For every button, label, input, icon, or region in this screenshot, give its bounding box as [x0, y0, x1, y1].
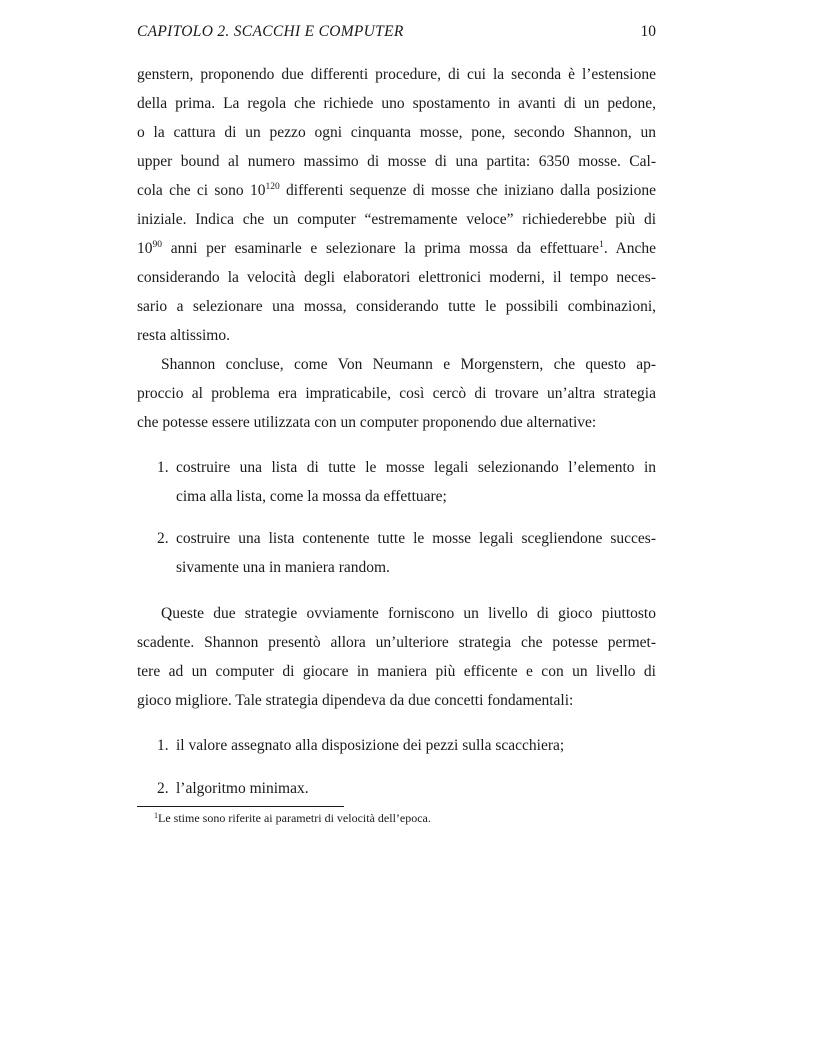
paragraph-1: [137, 60, 656, 350]
text-line: o la cattura di un pezzo ogni cinquanta mosse, pone, secondo Shannon, un: [137, 124, 656, 141]
text-line: [137, 176, 656, 205]
paragraph-3: [137, 599, 656, 715]
numbered-list-2: [137, 731, 656, 760]
text-line: proccio al problema era impraticabile, così cercò di trovare un’altra strategia: [137, 385, 656, 402]
text-line: sivamente una in maniera random.: [176, 559, 390, 576]
numbered-list-1-item-2: [137, 524, 656, 582]
paragraph-2: [137, 350, 656, 437]
text-line: considerando la velocità degli elaboratori elettronici moderni, il tempo neces-: [137, 269, 656, 286]
list-item: [137, 731, 656, 760]
list-item: [137, 524, 656, 582]
text-line: upper bound al numero massimo di mosse di una partita: 6350 mosse. Cal-: [137, 153, 656, 170]
text-line: cima alla lista, come la mossa da effettuare;: [176, 488, 447, 505]
numbered-list-2-item-2: [137, 774, 656, 803]
text-line: costruire una lista contenente tutte le mosse legali scegliendone succes-: [176, 530, 656, 547]
footnote: [154, 810, 431, 826]
chapter-title: CAPITOLO 2. SCACCHI E COMPUTER: [137, 23, 404, 40]
text-line: costruire una lista di tutte le mosse legali selezionando l’elemento in: [176, 459, 656, 476]
text-line: Shannon concluse, come Von Neumann e Morgenstern, che questo ap-: [161, 356, 656, 373]
footnote-rule: [137, 806, 344, 807]
numbered-list-1: [137, 453, 656, 511]
text-fragment: anni per esaminarle e selezionare la prima mossa da effettuare: [162, 240, 600, 257]
text-line: l’algoritmo minimax.: [176, 780, 309, 797]
text-fragment: . Anche: [603, 240, 656, 257]
text-line: iniziale. Indica che un computer “estremamente veloce” richiederebbe più di: [137, 211, 656, 228]
text-fragment: differenti sequenze di mosse che iniziano dalla posizione: [279, 182, 656, 199]
text-line: tere ad un computer di giocare in maniera più efficente e con un livello di: [137, 663, 656, 680]
list-number: 2.: [157, 780, 169, 797]
list-item: [137, 774, 656, 803]
text-fragment: 10: [137, 240, 153, 257]
running-header: [137, 23, 656, 43]
text-line: [137, 234, 656, 263]
exponent: 90: [152, 240, 162, 250]
text-line: resta altissimo.: [137, 327, 230, 344]
text-fragment: cola che ci sono 10: [137, 182, 266, 199]
text-line: gioco migliore. Tale strategia dipendeva da due concetti fondamentali:: [137, 692, 574, 709]
list-number: 2.: [157, 530, 169, 547]
page-number: 10: [640, 23, 656, 40]
list-number: 1.: [157, 737, 169, 754]
text-line: scadente. Shannon presentò allora un’ulteriore strategia che potesse permet-: [137, 634, 656, 651]
text-line: Queste due strategie ovviamente forniscono un livello di gioco piuttosto: [161, 605, 656, 622]
text-line: il valore assegnato alla disposizione dei pezzi sulla scacchiera;: [176, 737, 565, 754]
text-line: che potesse essere utilizzata con un computer proponendo due alternative:: [137, 414, 597, 431]
text-line: della prima. La regola che richiede uno spostamento in avanti di un pedone,: [137, 95, 656, 112]
text-line: genstern, proponendo due differenti procedure, di cui la seconda è l’estensione: [137, 66, 656, 83]
text-line: sario a selezionare una mossa, considerando tutte le possibili combinazioni,: [137, 298, 656, 315]
list-number: 1.: [157, 459, 169, 476]
list-item: [137, 453, 656, 511]
footnote-marker[interactable]: 1: [599, 240, 604, 250]
exponent: 120: [265, 182, 280, 192]
footnote-text: Le stime sono riferite ai parametri di velocità dell’epoca.: [158, 811, 431, 825]
footnote-number: 1: [154, 811, 158, 820]
